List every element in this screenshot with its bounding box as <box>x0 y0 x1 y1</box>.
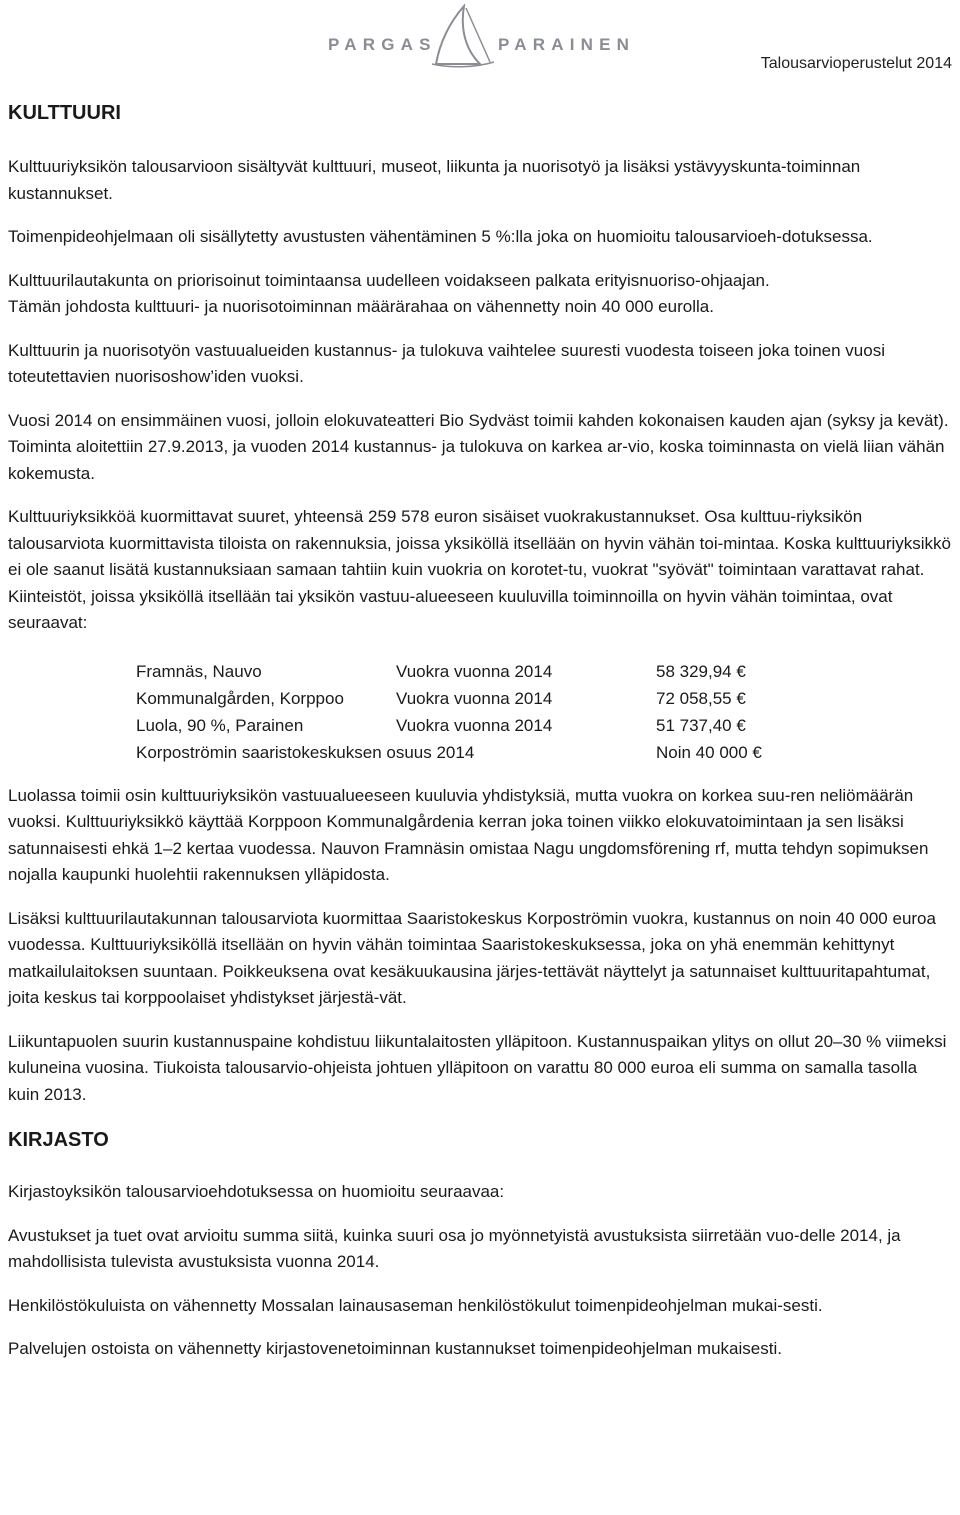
sail-icon <box>430 4 500 68</box>
rent-place: Kommunalgården, Korppoo <box>136 688 344 708</box>
page-header <box>0 0 960 80</box>
paragraph: Kulttuurin ja nuorisotyön vastuualueiden kustannus- ja tulokuva vaihtelee suuresti vuodesta toiseen joka toinen vuosi toteutettavien nuorisoshow’iden vuoksi. <box>8 340 885 386</box>
logo-text-parainen: PARAINEN <box>498 35 636 54</box>
paragraph: Luolassa toimii osin kulttuuriyksikön vastuualueeseen kuuluvia yhdistyksiä, mutta vuokra on korkea suu-ren neliömäärän vuoksi. Kulttuuriyksikkö käyttää Korppoon Kommunalgårdenia kerran joka toinen viikko elokuvatoimintaan ja sen lisäksi satunnaisesti ehkä 1–2 kertaa vuodessa. Nauvon Framnäsin omistaa Nagu ungdomsförening rf, mutta tehdyn sopimuksen nojalla kaupunki huolehtii rakennuksen ylläpidosta. <box>8 785 929 884</box>
rent-amount: Noin 40 000 € <box>656 742 762 762</box>
paragraph: Toimenpideohjelmaan oli sisällytetty avustusten vähentäminen 5 %:lla joka on huomioitu talousarvioeh-dotuksessa. <box>8 227 873 246</box>
paragraph: Tämän johdosta kulttuuri- ja nuorisotoiminnan määrärahaa on vähennetty noin 40 000 eurolla. <box>8 297 714 316</box>
paragraph: Vuosi 2014 on ensimmäinen vuosi, jolloin elokuvateatteri Bio Sydväst toimii kahden kokonaisen kauden ajan (syksy ja kevät). Toiminta aloitettiin 27.9.2013, ja vuoden 2014 kustannus- ja tulokuva on karkea ar-vio, koska toiminnasta on vielä liian vähän kokemusta. <box>8 410 949 483</box>
paragraph: Palvelujen ostoista on vähennetty kirjastovenetoiminnan kustannukset toimenpideohjelman mukaisesti. <box>8 1339 782 1358</box>
paragraph: Kulttuuriyksikön talousarvioon sisältyvät kulttuuri, museot, liikunta ja nuorisotyö ja lisäksi ystävyyskunta-toiminnan kustannukset. <box>8 157 861 203</box>
table-row <box>136 740 796 767</box>
table-row <box>136 686 796 713</box>
pargas-parainen-logo <box>328 4 636 68</box>
paragraph: Kulttuurilautakunta on priorisoinut toimintaansa uudelleen voidakseen palkata erityisnuoriso-ohjaajan. <box>8 270 770 290</box>
table-row <box>136 713 796 740</box>
paragraph: Lisäksi kulttuurilautakunnan talousarviota kuormittaa Saaristokeskus Korpoströmin vuokra, kustannus on noin 40 000 euroa vuodessa. Kulttuuriyksiköllä itsellään on hyvin vähän toimintaa Saaristokeskuksessa, joka on yhä enemmän kehittynyt matkailulaitoksen suuntaan. Poikkeuksena ovat kesäkuukausina järjes-tettävät näyttelyt ja satunnaiset kulttuuritapahtumat, joita keskus tai korppoolaiset yhdistykset järjestä-vät. <box>8 908 936 1007</box>
heading-kulttuuri: KULTTUURI <box>8 102 121 124</box>
rent-place: Korpoströmin saaristokeskuksen osuus 2014 <box>136 742 475 762</box>
rent-amount: 72 058,55 € <box>656 688 746 708</box>
paragraph: Kirjastoyksikön talousarvioehdotuksessa on huomioitu seuraavaa: <box>8 1182 505 1201</box>
rent-table <box>136 659 796 767</box>
table-row <box>136 659 796 686</box>
rent-amount: 58 329,94 € <box>656 661 746 681</box>
paragraph: Kulttuuriyksikköä kuormittavat suuret, yhteensä 259 578 euron sisäiset vuokrakustannukset. Osa kulttuu-riyksikön talousarviota kuormittavista tiloista on rakennuksia, joissa yksiköllä itsellään on hyvin vähän toi-mintaa. Koska kulttuuriyksikkö ei ole saanut lisätä kustannuksiaan samaan tahtiin kuin vuokria on korotet-tu, vuokrat "syövät" toimintaan varattavat rahat. Kiinteistöt, joissa yksiköllä itsellään tai yksikön vastuu-alueeseen kuuluvilla toiminnoilla on hyvin vähän toimintaa, ovat seuraavat: <box>8 507 951 632</box>
rent-desc: Vuokra vuonna 2014 <box>396 715 553 735</box>
logo-text-pargas: PARGAS <box>328 35 437 54</box>
rent-place: Luola, 90 %, Parainen <box>136 715 304 735</box>
rent-amount: 51 737,40 € <box>656 715 746 735</box>
paragraph: Henkilöstökuluista on vähennetty Mossalan lainausaseman henkilöstökulut toimenpideohjelman mukai-sesti. <box>8 1295 823 1315</box>
rent-place: Framnäs, Nauvo <box>136 661 262 681</box>
paragraph: Avustukset ja tuet ovat arvioitu summa siitä, kuinka suuri osa jo myönnetyistä avustuksista siirretään vuo-delle 2014, ja mahdollisista tulevista avustuksista vuonna 2014. <box>8 1225 901 1271</box>
paragraph: Liikuntapuolen suurin kustannuspaine kohdistuu liikuntalaitosten ylläpitoon. Kustannuspaikan ylitys on ollut 20–30 % viimeksi kuluneina vuosina. Tiukoista talousarvio-ohjeista johtuen ylläpitoon on varattu 80 000 euroa eli summa on samalla tasolla kuin 2013. <box>8 1031 947 1104</box>
rent-desc: Vuokra vuonna 2014 <box>396 661 553 681</box>
document-title: Talousarvioperustelut 2014 <box>760 55 952 72</box>
rent-desc: Vuokra vuonna 2014 <box>396 688 553 708</box>
heading-kirjasto: KIRJASTO <box>8 1129 109 1151</box>
document-body <box>8 98 952 1380</box>
